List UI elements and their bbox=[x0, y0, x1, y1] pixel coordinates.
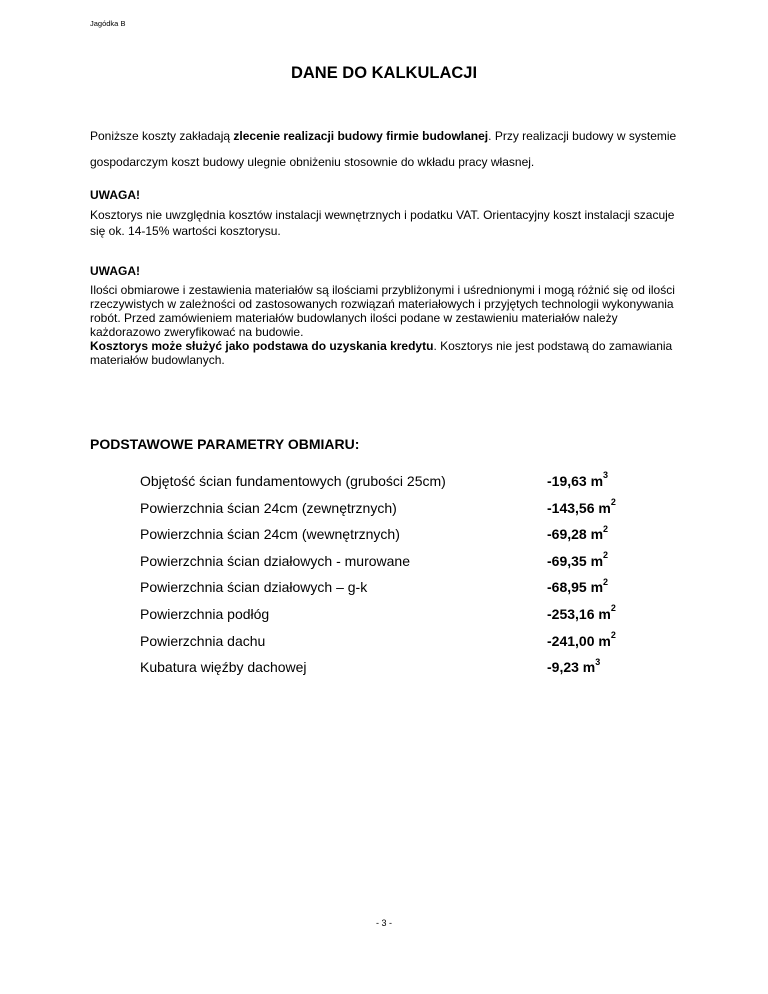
warning1-heading: UWAGA! bbox=[90, 188, 140, 202]
page-number: - 3 - bbox=[375, 918, 392, 928]
param-label: Powierzchnia podłóg bbox=[140, 605, 270, 622]
intro-paragraph bbox=[90, 123, 690, 175]
param-value: -9,23 $m^3$ bbox=[547, 656, 601, 676]
param-row bbox=[140, 495, 680, 522]
param-row bbox=[140, 468, 680, 495]
param-value: -69,35 $m^2$ bbox=[547, 550, 609, 569]
warning2-text: Ilości obmiarowe i zestawienia materiałów są ilościami przybliżonymi i uśrednionymi i mogą różnić się od ilości rzeczywistych w zależności od zastosowanych rozwiązań materiałowych i przyjętych technologii wykonywania robót. Przed zamówieniem materiałów budowlanych ilości podane w zestawieniu materiałów należy każdorazowo zweryfikować na budowie. bbox=[90, 283, 675, 339]
intro-text: Poniższe koszty zakładają bbox=[90, 129, 234, 143]
params-list bbox=[140, 468, 680, 681]
param-exponent: 2 bbox=[603, 550, 609, 561]
param-value: -241,00 $m^2$ bbox=[547, 629, 616, 649]
param-row bbox=[140, 628, 680, 655]
param-row bbox=[140, 548, 680, 575]
warning2-bold: Kosztorys może służyć jako podstawa do uzyskania kredytu bbox=[90, 339, 434, 353]
param-exponent: 2 bbox=[603, 576, 609, 587]
param-value: -19,63 $m^3$ bbox=[547, 470, 609, 489]
param-exponent: 2 bbox=[610, 603, 616, 614]
param-value: -69,28 $m^2$ bbox=[547, 523, 609, 543]
param-label: Objętość ścian fundamentowych (grubości 25cm) bbox=[140, 473, 446, 489]
param-exponent: 2 bbox=[610, 629, 616, 640]
param-label: Powierzchnia ścian 24cm (wewnętrznych) bbox=[140, 526, 400, 543]
warning2-paragraph bbox=[90, 283, 690, 367]
param-label: Kubatura więźby dachowej bbox=[140, 659, 307, 676]
param-row bbox=[140, 601, 680, 628]
param-value: -143,56 $m^2$ bbox=[547, 496, 616, 516]
params-title: PODSTAWOWE PARAMETRY OBMIARU: bbox=[90, 436, 360, 452]
param-value: -253,16 $m^2$ bbox=[547, 603, 616, 622]
param-label: Powierzchnia ścian 24cm (zewnętrznych) bbox=[140, 499, 397, 516]
param-exponent: 2 bbox=[603, 523, 609, 534]
param-value: -68,95 $m^2$ bbox=[547, 576, 609, 596]
warning2-heading: UWAGA! bbox=[90, 264, 140, 278]
param-row bbox=[140, 654, 680, 681]
param-exponent: 3 bbox=[603, 470, 609, 481]
intro-bold: zlecenie realizacji budowy firmie budowlanej bbox=[233, 129, 489, 143]
page-title: DANE DO KALKULACJI bbox=[290, 64, 478, 82]
param-label: Powierzchnia ścian działowych – g-k bbox=[140, 579, 368, 596]
intro-text-end: . Przy realizacji budowy w systemie gospodarczym koszt budowy ulegnie obniżeniu stosownie do wkładu pracy własnej. bbox=[90, 129, 677, 169]
header-note: Jagódka B bbox=[90, 19, 126, 28]
param-exponent: 2 bbox=[610, 496, 616, 507]
param-exponent: 3 bbox=[595, 656, 601, 667]
warning2-text-end: . Kosztorys nie jest podstawą do zamawiania materiałów budowlanych. bbox=[90, 339, 673, 367]
param-row bbox=[140, 521, 680, 548]
param-label: Powierzchnia ścian działowych - murowane bbox=[140, 552, 411, 569]
warning1-text: Kosztorys nie uwzględnia kosztów instalacji wewnętrznych i podatku VAT. Orientacyjny koszt instalacji szacuje się ok. 14-15% wartości kosztorysu. bbox=[90, 208, 675, 238]
param-row bbox=[140, 574, 680, 601]
param-label: Powierzchnia dachu bbox=[140, 632, 266, 649]
